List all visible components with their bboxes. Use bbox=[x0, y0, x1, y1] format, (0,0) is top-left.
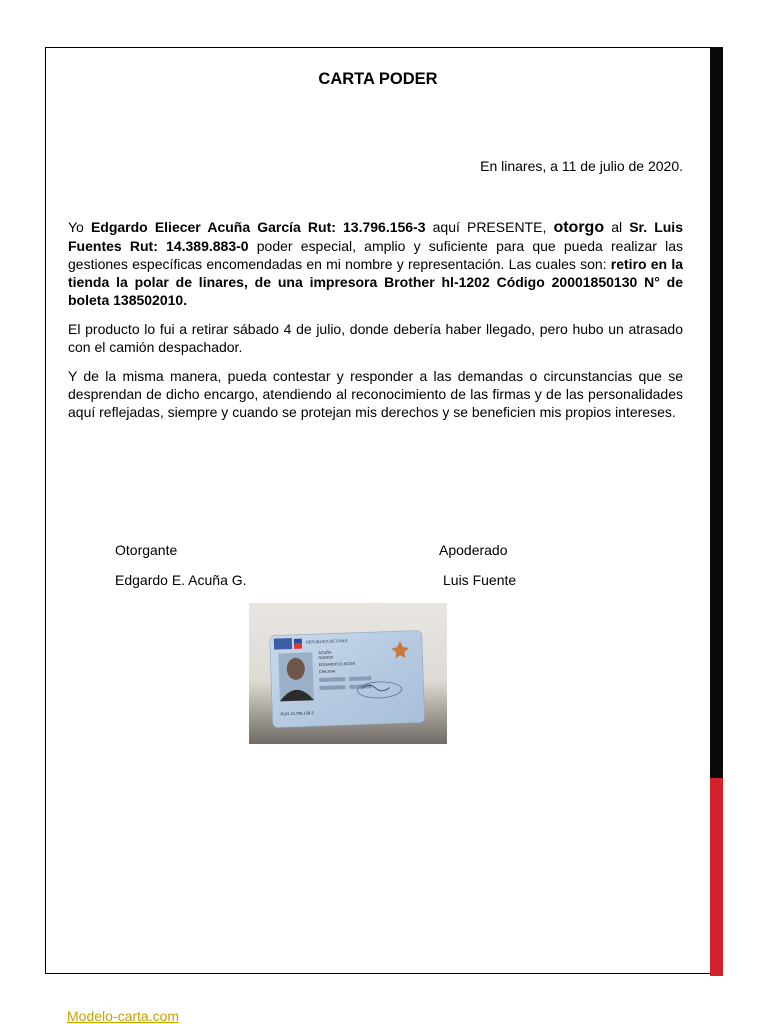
agent-role: Apoderado bbox=[439, 542, 508, 558]
document-title: CARTA PODER bbox=[318, 70, 438, 88]
id-card-surname: ACUÑA bbox=[318, 650, 332, 656]
paragraph-3: Y de la misma manera, pueda contestar y responder a las demandas o circunstancias que se desprendan de dicho encargo, atendiendo al reconocimiento de las firmas y de las personalidades aquí reflejadas, siempre y cuando se protejan mis derechos y se beneficien mis propios intereses. bbox=[68, 368, 683, 420]
grantor-signature-name: Edgardo E. Acuña G. bbox=[115, 572, 247, 588]
grantor-name: Edgardo Eliecer Acuña García Rut: 13.796.156-3 bbox=[90, 219, 426, 235]
p1-text-4: poder especial, amplio y suficiente para que pueda realizar las gestiones específicas encomendadas en mi nombre y representación. Las cuales son: bbox=[68, 238, 683, 272]
id-card-nationality: CHILENA bbox=[318, 669, 336, 675]
p1-text-1: Yo bbox=[68, 219, 91, 235]
grantor-role: Otorgante bbox=[115, 542, 178, 558]
sidebar-accent-red bbox=[710, 778, 723, 976]
agent-signature-name: Luis Fuente bbox=[443, 572, 517, 588]
footer-site-link[interactable]: Modelo-carta.com bbox=[67, 1008, 180, 1024]
paragraph-2: El producto lo fui a retirar sábado 4 de julio, donde debería haber llegado, pero hubo un atrasado con el camión despachador. bbox=[68, 321, 683, 355]
recipient-name: Sr. Luis Fuentes Rut: 14.389.883-0 bbox=[68, 219, 683, 254]
otorgo-word: otorgo bbox=[553, 219, 605, 236]
document-page bbox=[45, 47, 710, 974]
letter-body bbox=[68, 218, 683, 432]
date-line: En linares, a 11 de julio de 2020. bbox=[480, 158, 683, 174]
sidebar-accent-black bbox=[710, 47, 723, 778]
id-card-photo bbox=[249, 603, 447, 744]
p1-text-3: al bbox=[604, 219, 630, 235]
id-card-run: RUN 13.796.156-3 bbox=[280, 710, 314, 717]
task-description: retiro en la tienda la polar de linares, de una impresora Brother hl-1202 Código 20001850130 N° de boleta 138502010. bbox=[68, 256, 683, 308]
paragraph-1 bbox=[68, 218, 683, 309]
id-card-surname-2: GARCIA bbox=[318, 655, 334, 661]
p1-text-2: aquí PRESENTE, bbox=[425, 219, 554, 235]
id-card-given-names: EDGARDO ELIECER bbox=[318, 661, 356, 668]
id-card-header: REPUBLICA DE CHILE bbox=[305, 638, 348, 645]
